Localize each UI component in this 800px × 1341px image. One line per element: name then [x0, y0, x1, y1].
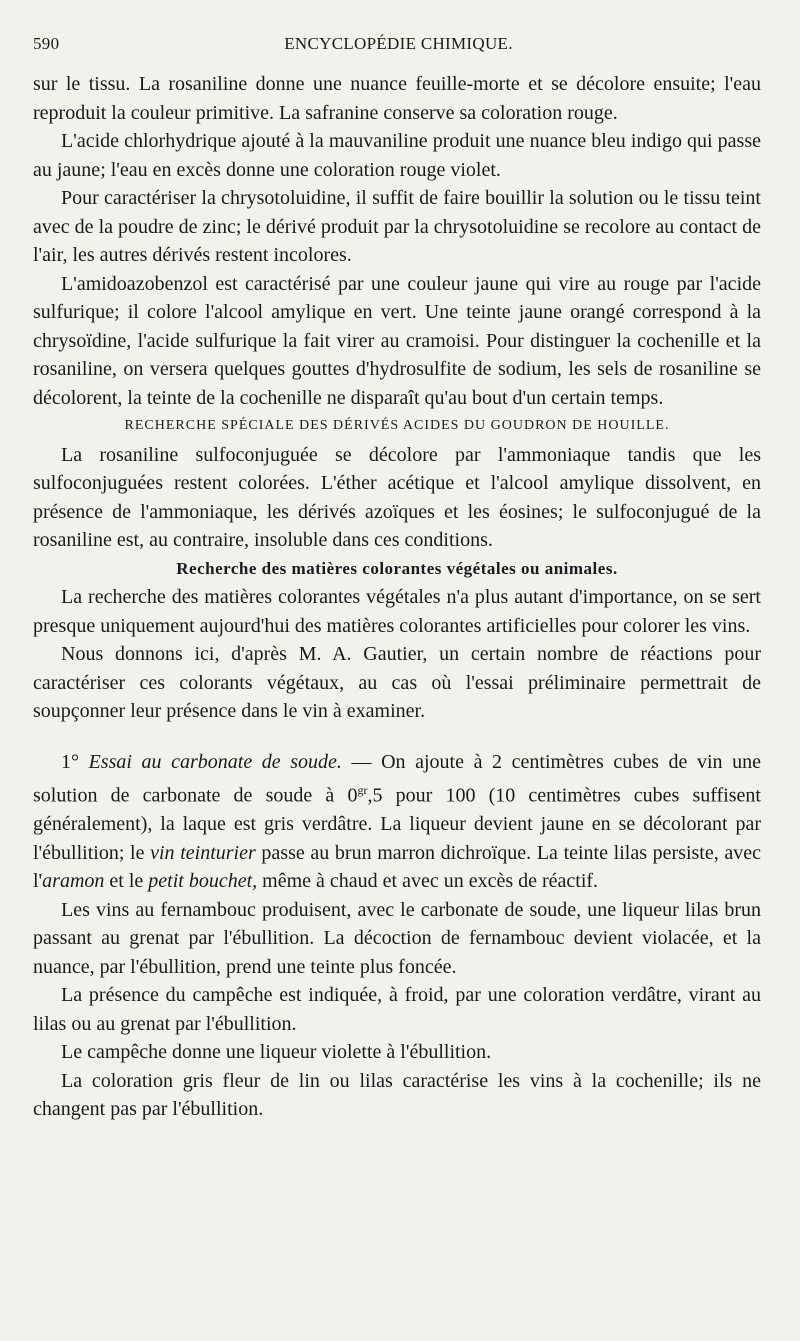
essai-text: même à chaud et avec un excès de réactif.	[257, 870, 599, 893]
term-aramon: aramon	[42, 870, 105, 893]
essai-number: 1°	[61, 750, 79, 773]
essai-text: passe au brun marron dichroïque. La teinte lilas persiste, avec l'	[33, 841, 762, 893]
essai-paragraph	[33, 748, 761, 896]
page-number: 590	[33, 34, 60, 53]
term-vin-teinturier: vin teinturier	[150, 841, 256, 864]
running-title: ENCYCLOPÉDIE CHIMIQUE.	[284, 34, 513, 53]
essai-text: et le	[104, 870, 149, 893]
paragraph: sur le tissu. La rosaniline donne une nuance feuille-morte et se décolore ensuite; l'eau reproduit la couleur primitive. La safranine conserve sa coloration rouge.	[33, 73, 761, 124]
paragraph: L'amidoazobenzol est caractérisé par une couleur jaune qui vire au rouge par l'acide sulfurique; il colore l'alcool amylique en vert. Une teinte jaune orangé correspond à la chrysoïdine, l'acide sulfurique la fait virer au cramoisi. Pour distinguer la cochenille et la rosaniline, on versera quelques gouttes d'hydrosulfite de sodium, les sels de rosaniline se décolorent, la teinte de la cochenille ne disparaît qu'au bout d'un certain temps.	[33, 272, 761, 409]
essai-title: Essai au carbonate de soude.	[88, 750, 342, 773]
paragraph: Nous donnons ici, d'après M. A. Gautier, un certain nombre de réactions pour caractériser ces colorants végétaux, au cas où l'essai préliminaire permettrait de soupçonner leur présence dans le vin à examiner.	[33, 643, 761, 722]
paragraph: La présence du campêche est indiquée, à froid, par une coloration verdâtre, virant au lilas ou au grenat par l'ébullition.	[33, 984, 761, 1035]
paragraph: La rosaniline sulfoconjuguée se décolore par l'ammoniaque tandis que les sulfoconjuguées restent colorées. L'éther acétique et l'alcool amylique dissolvent, en présence de l'ammoniaque, les dérivés azoïques et les éosines; le sulfoconjugué de la rosaniline est, au contraire, insoluble dans ces conditions.	[33, 443, 761, 551]
page-body	[33, 70, 761, 1124]
spacer	[33, 726, 761, 748]
unit-gr: gr	[357, 783, 368, 797]
paragraph: Les vins au fernambouc produisent, avec le carbonate de soude, une liqueur lilas brun passant au grenat par l'ébullition. La décoction de fernambouc devient violacée, et la nuance, par l'ébullition, prend une teinte plus foncée.	[33, 898, 761, 978]
paragraph: Pour caractériser la chrysotoluidine, il suffit de faire bouillir la solution ou le tissu teint avec de la poudre de zinc; le dérivé produit par la chrysotoluidine se recolore au contact de l'air, les autres dérivés restent incolores.	[33, 187, 761, 266]
essai-text: — On ajoute à 2 centimètres cubes de vin une solution de carbonate de soude à 0	[33, 750, 761, 807]
essai-text: ,5 pour 100 (10 centimètres cubes suffisent généralement), la laque est gris verdâtre. La liqueur devient jaune en se décolorant par l'ébullition; le	[33, 784, 761, 864]
paragraph: La recherche des matières colorantes végétales n'a plus autant d'importance, on se sert presque uniquement aujourd'hui des matières colorantes artificielles pour colorer les vins.	[33, 586, 761, 637]
page-header	[33, 34, 764, 58]
paragraph: La coloration gris fleur de lin ou lilas caractérise les vins à la cochenille; ils ne changent pas par l'ébullition.	[33, 1069, 761, 1121]
term-petit-bouchet: petit bouchet,	[148, 870, 258, 893]
paragraph: Le campêche donne une liqueur violette à l'ébullition.	[61, 1041, 492, 1064]
paragraph: L'acide chlorhydrique ajouté à la mauvaniline produit une nuance bleu indigo qui passe au jaune; l'eau en excès donne une coloration rouge violet.	[33, 130, 761, 181]
section-heading-goudron: RECHERCHE SPÉCIALE DES DÉRIVÉS ACIDES DU GOUDRON DE HOUILLE.	[124, 418, 670, 433]
section-heading-vegetales: Recherche des matières colorantes végétales ou animales.	[176, 558, 618, 578]
